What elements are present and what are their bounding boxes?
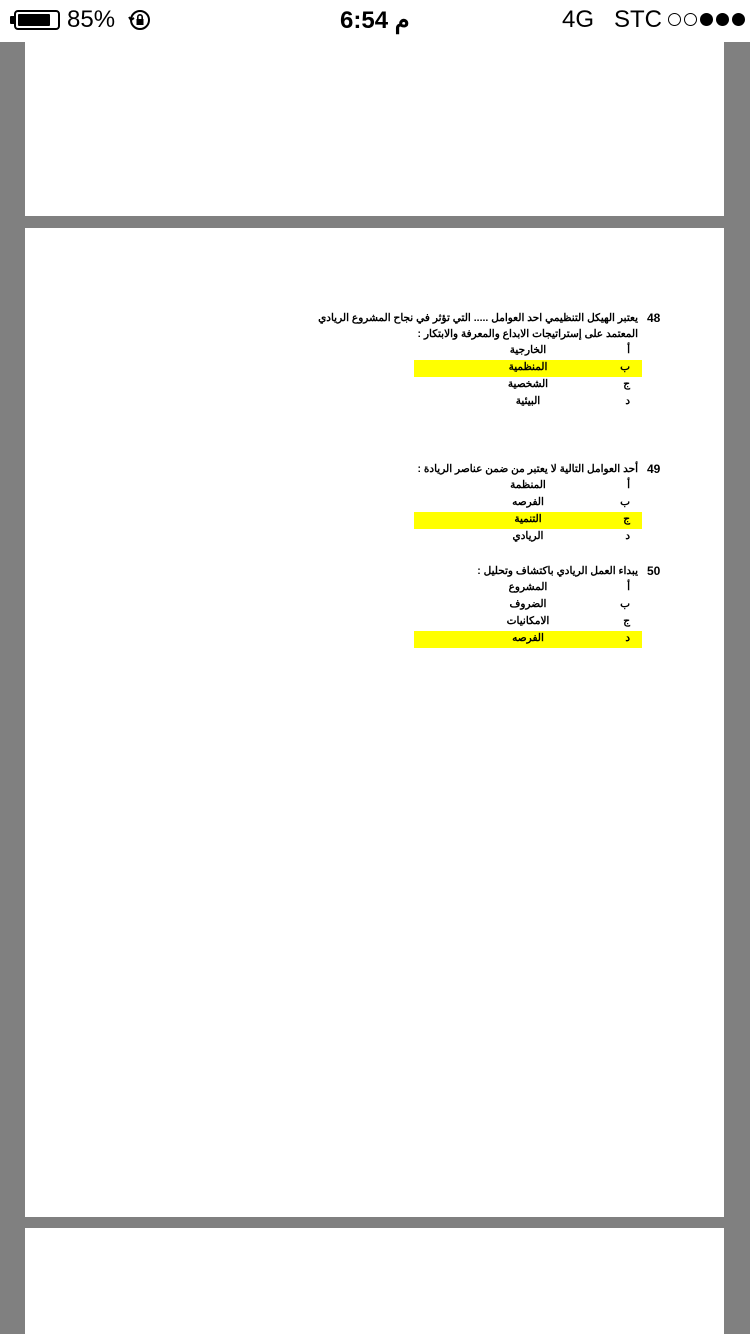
option-row[interactable] bbox=[414, 478, 642, 495]
option-letter: ب bbox=[620, 361, 630, 373]
signal-dot bbox=[668, 13, 681, 26]
option-text: المنظمة bbox=[510, 479, 546, 491]
carrier-name: STC bbox=[614, 6, 662, 33]
question-text: يبداء العمل الريادي باكتشاف وتحليل : bbox=[477, 565, 638, 577]
option-text: الفرصه bbox=[512, 632, 544, 644]
option-text: الفرصه bbox=[512, 496, 544, 508]
option-row-highlighted[interactable] bbox=[414, 512, 642, 529]
question-text-line2: المعتمد على إستراتيجات الابداع والمعرفة والابتكار : bbox=[417, 328, 638, 340]
option-letter: أ bbox=[627, 479, 630, 491]
option-row[interactable] bbox=[414, 614, 642, 631]
option-letter: ب bbox=[620, 598, 630, 610]
option-text: البيئية bbox=[515, 395, 541, 407]
signal-dot bbox=[684, 13, 697, 26]
network-type: 4G bbox=[562, 6, 595, 33]
signal-dot bbox=[732, 13, 745, 26]
document-page-3 bbox=[25, 1228, 724, 1334]
option-letter: د bbox=[625, 395, 630, 407]
option-row[interactable] bbox=[414, 529, 642, 546]
option-row[interactable] bbox=[414, 580, 642, 597]
battery-level-fill bbox=[18, 14, 50, 26]
question-number: 49 bbox=[647, 462, 661, 476]
option-text: الخارجية bbox=[509, 344, 547, 356]
signal-dot bbox=[700, 13, 713, 26]
signal-dot bbox=[716, 13, 729, 26]
signal-strength-icon bbox=[668, 13, 745, 26]
option-letter: د bbox=[625, 632, 630, 644]
question-number: 50 bbox=[647, 564, 661, 578]
battery-percent: 85% bbox=[67, 6, 116, 33]
option-row-highlighted[interactable] bbox=[414, 360, 642, 377]
status-bar bbox=[0, 0, 750, 42]
option-text: المشروع bbox=[508, 581, 548, 593]
document-page-2 bbox=[25, 228, 724, 1217]
option-row-highlighted[interactable] bbox=[414, 631, 642, 648]
option-text: المنظمية bbox=[508, 361, 548, 373]
option-letter: أ bbox=[627, 581, 630, 593]
option-letter: د bbox=[625, 530, 630, 542]
option-letter: أ bbox=[627, 344, 630, 356]
option-text: الضروف bbox=[509, 598, 547, 610]
option-text: الريادي bbox=[512, 530, 544, 542]
option-letter: ج bbox=[623, 615, 630, 627]
option-row[interactable] bbox=[414, 597, 642, 614]
option-letter: ج bbox=[623, 513, 630, 525]
option-row[interactable] bbox=[414, 377, 642, 394]
option-letter: ج bbox=[623, 378, 630, 390]
option-row[interactable] bbox=[414, 495, 642, 512]
option-row[interactable] bbox=[414, 343, 642, 360]
option-text: التنمية bbox=[514, 513, 542, 525]
rotation-lock-icon bbox=[128, 8, 152, 32]
clock: 6:54 م bbox=[340, 7, 410, 34]
option-row[interactable] bbox=[414, 394, 642, 411]
option-text: الشخصية bbox=[507, 378, 549, 390]
option-letter: ب bbox=[620, 496, 630, 508]
question-number: 48 bbox=[647, 311, 661, 325]
question-text: يعتبر الهيكل التنظيمي احد العوامل ..... التي تؤثر في نجاح المشروع الريادي bbox=[318, 312, 638, 324]
question-text: أحد العوامل التالية لا يعتبر من ضمن عناصر الريادة : bbox=[417, 463, 638, 475]
battery-icon bbox=[14, 10, 60, 30]
option-text: الامكانيات bbox=[506, 615, 550, 627]
